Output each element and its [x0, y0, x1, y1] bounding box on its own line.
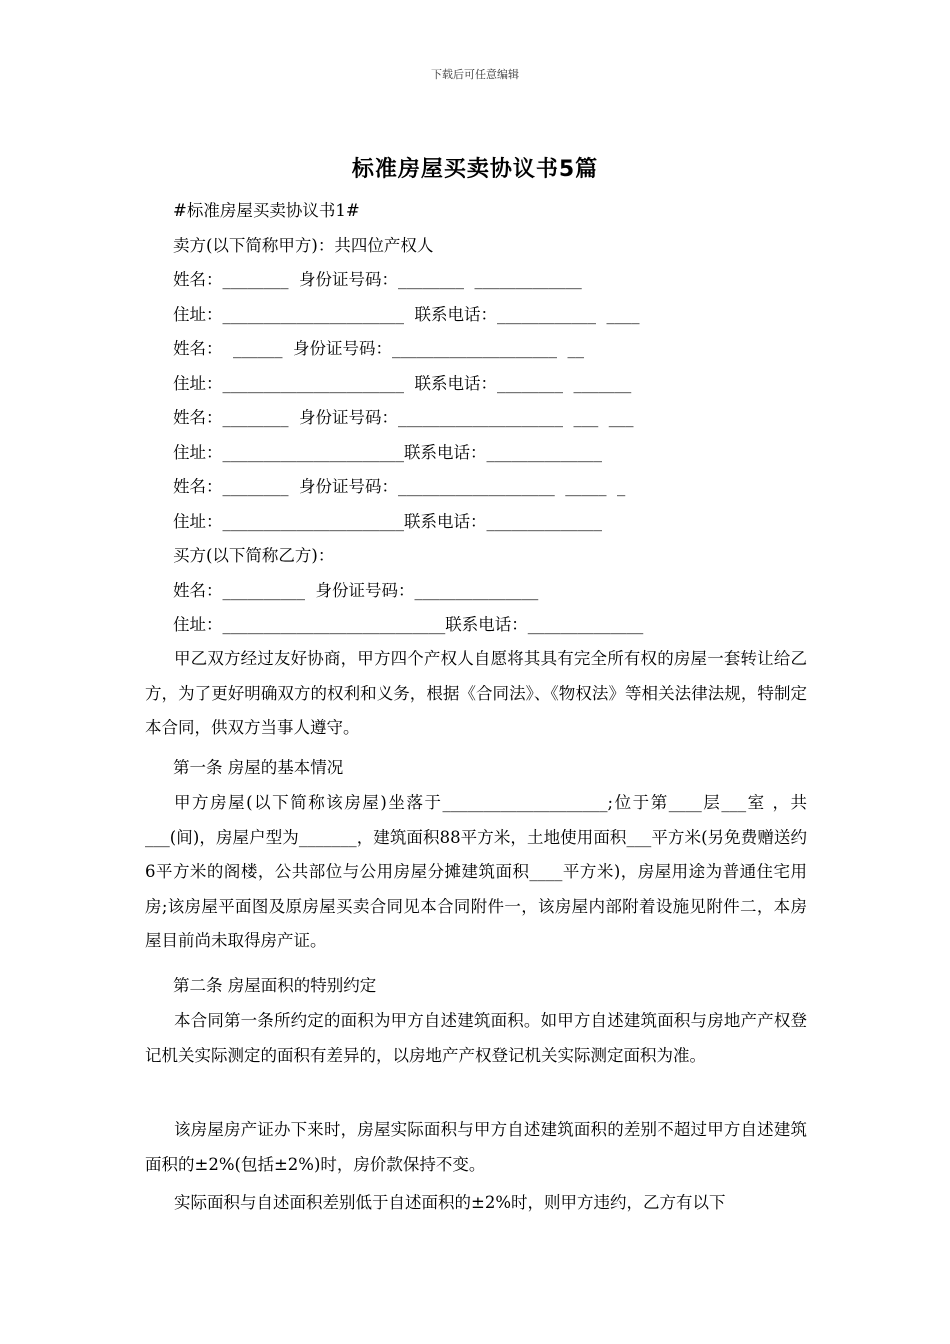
article2-paragraph-3: 实际面积与自述面积差别低于自述面积的±2%时，则甲方违约，乙方有以下: [174, 1193, 726, 1212]
seller-label: 卖方(以下简称甲方)：共四位产权人: [173, 236, 434, 255]
article2-heading: 第二条 房屋面积的特别约定: [173, 976, 377, 995]
article1-paragraph: 甲方房屋(以下简称该房屋)坐落于____________________;位于第____层___室 ，共___(间)，房屋户型为_______，建筑面积88平方米，土地使用面积___平方米(另免费赠送约6平方米的阁楼，公共部位与公用房屋分摊建筑面积____平方米)，房屋用途为普通住宅用房;该房屋平面图及原房屋买卖合同见本合同附件一，该房屋内部附着设施见附件二，本房屋目前尚未取得房产证。: [145, 793, 807, 950]
article1-heading: 第一条 房屋的基本情况: [173, 758, 344, 777]
article2-paragraph-1: 本合同第一条所约定的面积为甲方自述建筑面积。如甲方自述建筑面积与房地产产权登记机关实际测定的面积有差异的，以房地产产权登记机关实际测定面积为准。: [145, 1011, 807, 1065]
buyer-name-line: 姓名：__________ 身份证号码：_______________: [173, 581, 539, 600]
seller-name-line: 姓名： ______ 身份证号码：____________________ __: [173, 339, 584, 358]
seller-address-line: 住址：______________________联系电话：______________: [173, 443, 602, 462]
seller-address-line: 住址：______________________联系电话：______________: [173, 512, 602, 531]
intro-paragraph: 甲乙双方经过友好协商，甲方四个产权人自愿将其具有完全所有权的房屋一套转让给乙方，为了更好明确双方的权利和义务，根据《合同法》、《物权法》等相关法律法规，特制定本合同，供双方当事人遵守。: [145, 649, 807, 737]
seller-address-line: 住址：______________________ 联系电话：____________ ____: [173, 305, 640, 324]
seller-address-line: 住址：______________________ 联系电话：________ _______: [173, 374, 632, 393]
buyer-address-line: 住址：___________________________联系电话：______________: [173, 615, 644, 634]
header-note: 下载后可任意编辑: [431, 68, 519, 81]
document-title: 标准房屋买卖协议书5篇: [351, 157, 599, 182]
seller-name-line: 姓名：________ 身份证号码：___________________ _____ _: [173, 477, 626, 496]
seller-name-line: 姓名：________ 身份证号码：____________________ ___ ___: [173, 408, 634, 427]
section-heading: #标准房屋买卖协议书1#: [173, 201, 360, 220]
article2-paragraph-2: 该房屋房产证办下来时，房屋实际面积与甲方自述建筑面积的差别不超过甲方自述建筑面积的±2%(包括±2%)时，房价款保持不变。: [145, 1120, 807, 1174]
buyer-label: 买方(以下简称乙方)：: [173, 546, 335, 565]
seller-name-line: 姓名：________ 身份证号码：________ _____________: [173, 270, 582, 289]
